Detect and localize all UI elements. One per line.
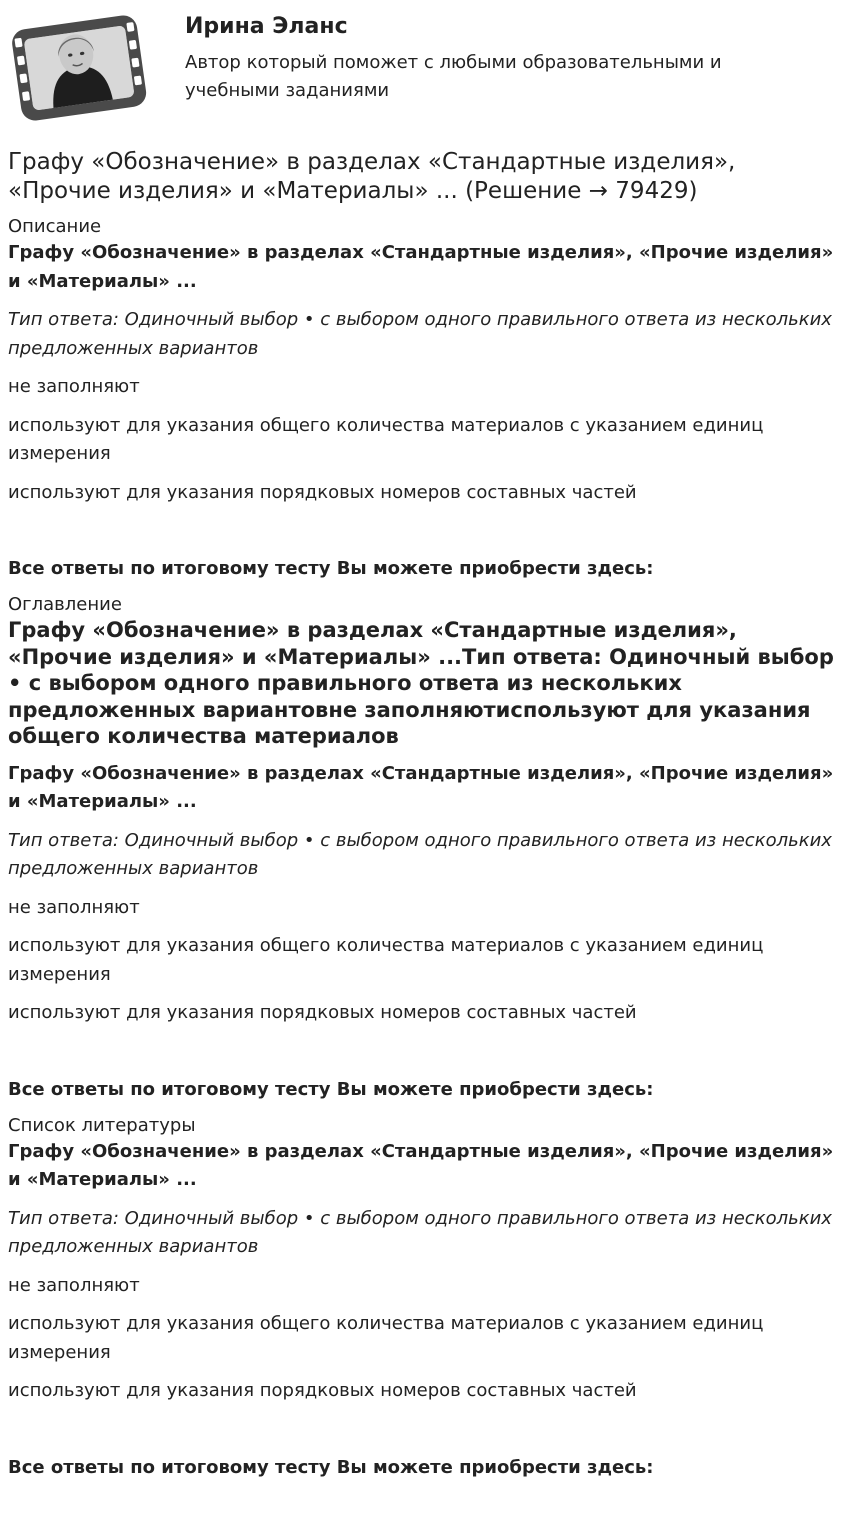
buy-answers-note: Все ответы по итоговому тесту Вы можете приобрести здесь: [8, 558, 654, 579]
description-section [8, 215, 839, 583]
answer-option: используют для указания порядковых номеров составных частей [8, 1002, 637, 1023]
answer-type: Тип ответа: Одиночный выбор • с выбором одного правильного ответа из нескольких предложенных вариантов [8, 1207, 832, 1257]
answer-option: используют для указания общего количества материалов с указанием единиц измерения [8, 414, 764, 464]
author-name[interactable]: Ирина Эланс [185, 14, 348, 39]
bibliography-section [8, 1114, 839, 1482]
question-text: Графу «Обозначение» в разделах «Стандартные изделия», «Прочие изделия» и «Материалы» ... [8, 242, 834, 292]
answer-option: используют для указания порядковых номеров составных частей [8, 1380, 637, 1401]
answer-option: используют для указания общего количества материалов с указанием единиц измерения [8, 935, 764, 985]
main-content [0, 148, 847, 1482]
answer-option: не заполняют [8, 1274, 140, 1296]
page-title: Графу «Обозначение» в разделах «Стандартные изделия», «Прочие изделия» и «Материалы» ... (Решение → 79429) [8, 149, 736, 204]
answer-type: Тип ответа: Одиночный выбор • с выбором одного правильного ответа из нескольких предложенных вариантов [8, 309, 832, 359]
answer-option: используют для указания порядковых номеров составных частей [8, 481, 637, 503]
answer-type: Тип ответа: Одиночный выбор • с выбором одного правильного ответа из нескольких предложенных вариантов [8, 829, 832, 879]
section-label-description: Описание [8, 216, 102, 237]
question-text: Графу «Обозначение» в разделах «Стандартные изделия», «Прочие изделия» и «Материалы» ... [8, 762, 834, 812]
author-avatar[interactable] [8, 8, 150, 126]
answer-option: не заполняют [8, 896, 140, 918]
answer-option: не заполняют [8, 376, 140, 397]
author-description: Автор который поможет с любыми образовательными и учебными заданиями [185, 52, 722, 101]
buy-answers-note: Все ответы по итоговому тесту Вы можете приобрести здесь: [8, 1078, 654, 1100]
author-header [0, 0, 847, 140]
section-label-toc: Оглавление [8, 594, 122, 615]
buy-answers-note: Все ответы по итоговому тесту Вы можете приобрести здесь: [8, 1456, 654, 1478]
toc-heading: Графу «Обозначение» в разделах «Стандартные изделия», «Прочие изделия» и «Материалы» ...Тип ответа: Одиночный выбор • с выбором одного правильного ответа из нескольких предложенных вариантовне заполняютиспользуют для указания общего количества материалов [8, 618, 834, 748]
section-label-bibliography: Список литературы [8, 1114, 196, 1136]
toc-section [8, 593, 839, 1104]
answer-option: используют для указания общего количества материалов с указанием единиц измерения [8, 1313, 764, 1363]
question-text: Графу «Обозначение» в разделах «Стандартные изделия», «Прочие изделия» и «Материалы» ... [8, 1140, 834, 1190]
